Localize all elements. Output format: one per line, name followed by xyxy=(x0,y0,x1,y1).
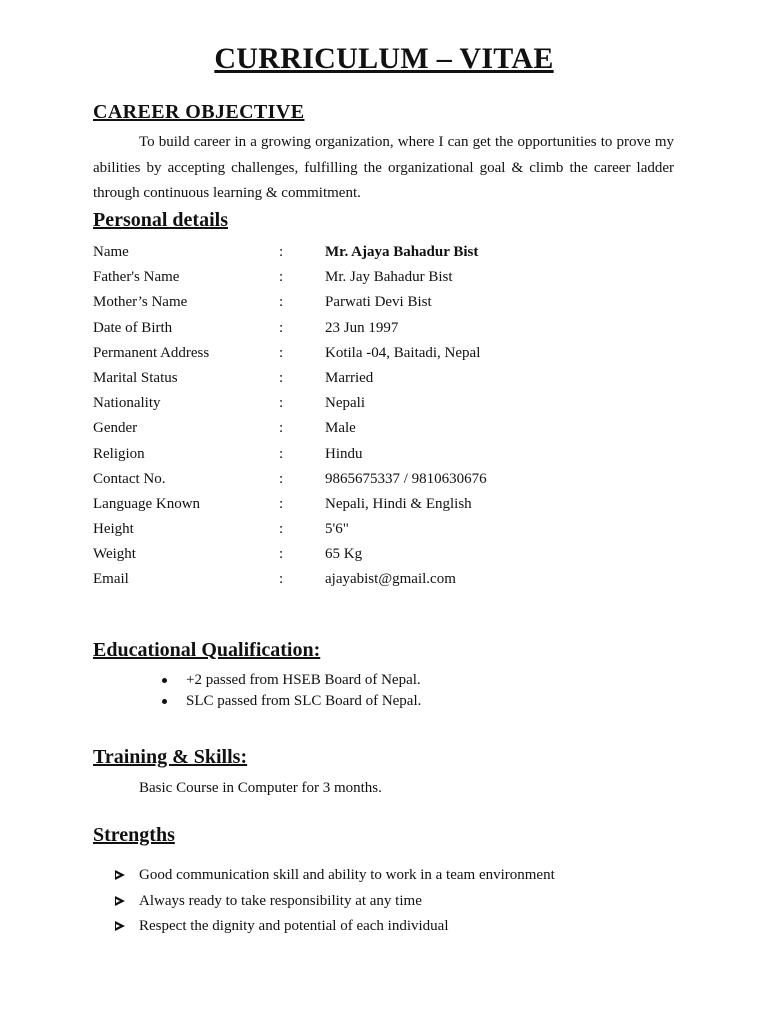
training-heading: Training & Skills: xyxy=(93,746,248,768)
detail-separator: : xyxy=(279,571,284,588)
career-objective-heading xyxy=(93,100,304,124)
list-item xyxy=(115,890,555,916)
list-item xyxy=(115,864,555,890)
career-objective-heading-text: CAREER OBJECTIVE xyxy=(93,101,305,123)
detail-label: Name xyxy=(93,244,129,260)
detail-label: Religion xyxy=(93,445,145,462)
detail-label: Gender xyxy=(93,420,138,437)
detail-value: Nepali xyxy=(325,395,365,412)
detail-row-weight xyxy=(93,542,693,567)
list-item-text: Always ready to take responsibility at any time xyxy=(139,892,422,909)
detail-label: Language Known xyxy=(93,495,201,512)
detail-separator: : xyxy=(279,369,284,386)
strengths-heading: Strengths xyxy=(93,824,175,846)
detail-label: Marital Status xyxy=(93,369,178,386)
education-list xyxy=(160,670,421,712)
detail-value: 65 Kg xyxy=(325,546,363,563)
list-item xyxy=(115,915,555,941)
personal-details-table xyxy=(93,240,693,593)
detail-separator: : xyxy=(279,470,284,487)
detail-separator: : xyxy=(279,269,284,286)
detail-label: Height xyxy=(93,521,134,538)
training-text: Basic Course in Computer for 3 months. xyxy=(139,780,382,796)
detail-row-contact-no xyxy=(93,467,693,492)
detail-label: Mother’s Name xyxy=(93,294,188,311)
detail-label: Date of Birth xyxy=(93,319,173,336)
list-item-text: SLC passed from SLC Board of Nepal. xyxy=(186,693,422,709)
detail-value: Nepali, Hindi & English xyxy=(325,495,472,512)
detail-value: Kotila -04, Baitadi, Nepal xyxy=(325,344,481,361)
arrow-bullet-icon xyxy=(115,896,125,906)
detail-row-email xyxy=(93,567,693,592)
list-item xyxy=(160,670,421,691)
detail-row-mothers-name xyxy=(93,290,693,315)
detail-row-religion xyxy=(93,442,693,467)
detail-label: Permanent Address xyxy=(93,344,210,361)
detail-label: Email xyxy=(93,571,129,588)
detail-value: ajayabist@gmail.com xyxy=(325,571,456,588)
detail-value: Parwati Devi Bist xyxy=(325,294,432,311)
detail-row-height xyxy=(93,517,693,542)
bullet-icon xyxy=(162,699,167,704)
list-item-text: Respect the dignity and potential of each individual xyxy=(139,918,449,934)
detail-separator: : xyxy=(279,319,284,336)
detail-separator: : xyxy=(279,244,284,260)
list-item xyxy=(160,691,421,712)
detail-row-permanent-address xyxy=(93,341,693,366)
detail-separator: : xyxy=(279,495,284,512)
list-item-text: +2 passed from HSEB Board of Nepal. xyxy=(186,672,421,688)
detail-separator: : xyxy=(279,395,284,412)
detail-separator: : xyxy=(279,294,284,311)
detail-label: Father's Name xyxy=(93,269,180,286)
detail-value: 5'6" xyxy=(325,521,349,538)
detail-value: 23 Jun 1997 xyxy=(325,319,399,336)
detail-row-date-of-birth xyxy=(93,316,693,341)
list-item-text: Good communication skill and ability to work in a team environment xyxy=(139,867,555,883)
detail-row-nationality xyxy=(93,391,693,416)
arrow-bullet-icon xyxy=(115,870,125,880)
bullet-icon xyxy=(162,678,167,683)
detail-value: Married xyxy=(325,369,374,386)
career-objective-text: To build career in a growing organization, where I can get the opportunities to prove my abilities by accepting challenges, fulfilling the organizational goal & climb the career ladder through continuous learning & commitment. xyxy=(93,134,674,201)
detail-label: Weight xyxy=(93,546,136,563)
detail-separator: : xyxy=(279,344,284,361)
detail-row-fathers-name xyxy=(93,265,693,290)
arrow-bullet-icon xyxy=(115,921,125,931)
education-heading: Educational Qualification: xyxy=(93,639,321,661)
detail-value: Hindu xyxy=(325,445,363,462)
detail-row-language-known xyxy=(93,492,693,517)
detail-value: 9865675337 / 9810630676 xyxy=(325,470,487,487)
detail-value: Male xyxy=(325,420,356,437)
detail-label: Contact No. xyxy=(93,470,166,487)
detail-label: Nationality xyxy=(93,395,161,412)
detail-row-gender xyxy=(93,416,693,441)
detail-value: Mr. Ajaya Bahadur Bist xyxy=(325,244,479,260)
detail-value: Mr. Jay Bahadur Bist xyxy=(325,269,453,286)
detail-row-marital-status xyxy=(93,366,693,391)
document-title: CURRICULUM – VITAE xyxy=(214,42,554,75)
detail-separator: : xyxy=(279,546,284,563)
personal-details-heading: Personal details xyxy=(93,209,228,231)
detail-separator: : xyxy=(279,521,284,538)
detail-row-name xyxy=(93,240,693,265)
strengths-list xyxy=(115,864,555,941)
detail-separator: : xyxy=(279,420,284,437)
detail-separator: : xyxy=(279,445,284,462)
